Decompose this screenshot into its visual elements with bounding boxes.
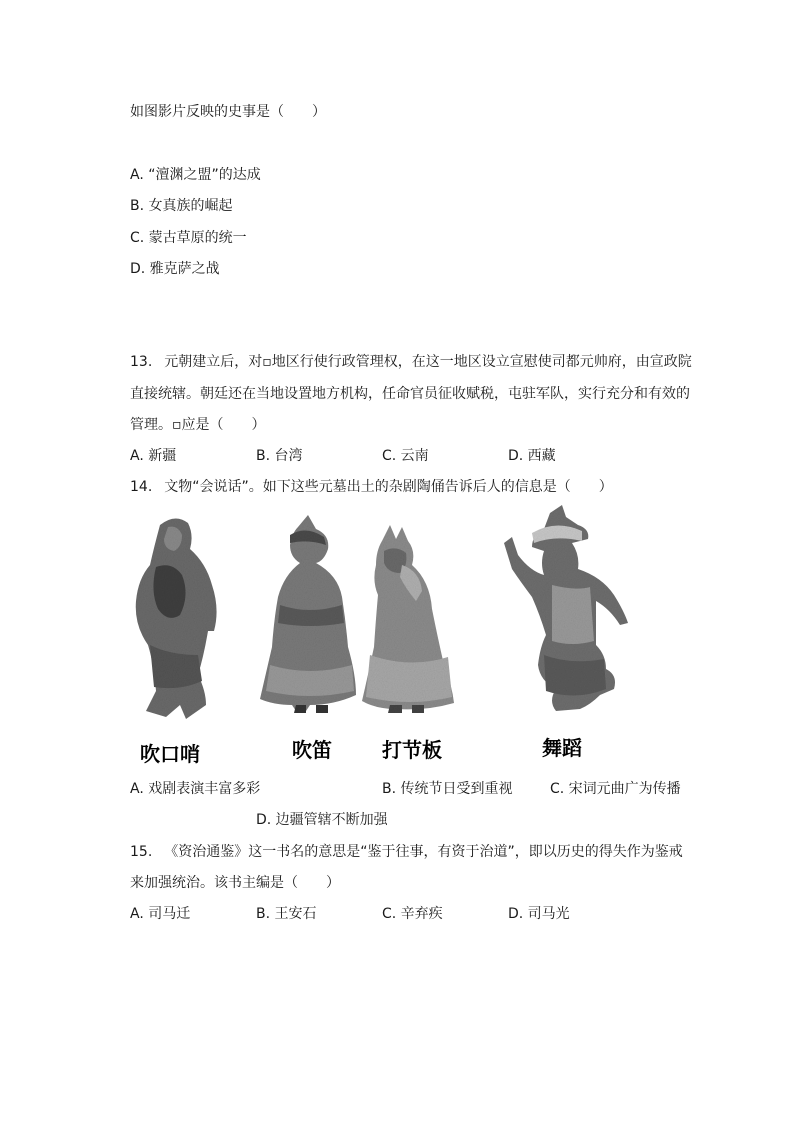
q12-option-d: D. 雅克萨之战 (130, 261, 220, 277)
q13-line-3: 管理。▫应是（ ） (130, 417, 266, 433)
figurine-whistling (136, 518, 217, 719)
q13-option-a: A. 新疆 (130, 448, 177, 464)
q12-stem: 如图影片反映的史事是（ ） (130, 104, 326, 120)
figurine-flute (260, 515, 356, 713)
q12-option-b: B. 女真族的崛起 (130, 198, 233, 214)
figure-caption-flute: 吹笛 (292, 738, 332, 762)
q13-line-2: 直接统辖。朝廷还在当地设置地方机构，任命官员征收赋税，屯驻军队，实行充分和有效的 (130, 386, 690, 402)
q15-number: 15. (130, 844, 153, 860)
q14-option-d: D. 边疆管辖不断加强 (256, 812, 388, 828)
q14-number: 14. (130, 479, 153, 495)
figurines-figure (120, 505, 680, 770)
q15-line-1 (130, 843, 683, 861)
q15-line-2: 来加强统治。该书主编是（ ） (130, 875, 340, 891)
figure-caption-dance: 舞蹈 (542, 736, 582, 760)
q13-option-c: C. 云南 (382, 448, 429, 464)
q14-stem-line (130, 478, 613, 496)
q13-option-d: D. 西藏 (508, 448, 556, 464)
figure-caption-clapper: 打节板 (382, 738, 442, 762)
q12-option-c: C. 蒙古草原的统一 (130, 230, 247, 246)
q13-option-b: B. 台湾 (256, 448, 303, 464)
q13-line-1 (130, 353, 692, 371)
figurine-dancing (504, 505, 628, 711)
q15-option-c: C. 辛弃疾 (382, 906, 443, 922)
q13-text-1: 元朝建立后，对▫地区行使行政管理权，在这一地区设立宣慰使司都元帅府，由宣政院 (164, 354, 692, 370)
figurine-clapper (362, 525, 454, 713)
q14-option-b: B. 传统节日受到重视 (382, 781, 513, 797)
q15-text-1: 《资治通鉴》这一书名的意思是“鉴于往事，有资于治道”，即以历史的得失作为鉴戒 (164, 844, 683, 860)
q13-number: 13. (130, 354, 153, 370)
q12-option-a: A. “澶渊之盟”的达成 (130, 167, 261, 183)
q14-option-a: A. 戏剧表演丰富多彩 (130, 781, 261, 797)
q15-option-d: D. 司马光 (508, 906, 570, 922)
q15-option-a: A. 司马迁 (130, 906, 191, 922)
q14-option-c: C. 宋词元曲广为传播 (550, 781, 681, 797)
figure-caption-whistle: 吹口哨 (140, 742, 200, 766)
q15-option-b: B. 王安石 (256, 906, 317, 922)
q14-stem: 文物“会说话”。如下这些元墓出土的杂剧陶俑告诉后人的信息是（ ） (164, 479, 613, 495)
